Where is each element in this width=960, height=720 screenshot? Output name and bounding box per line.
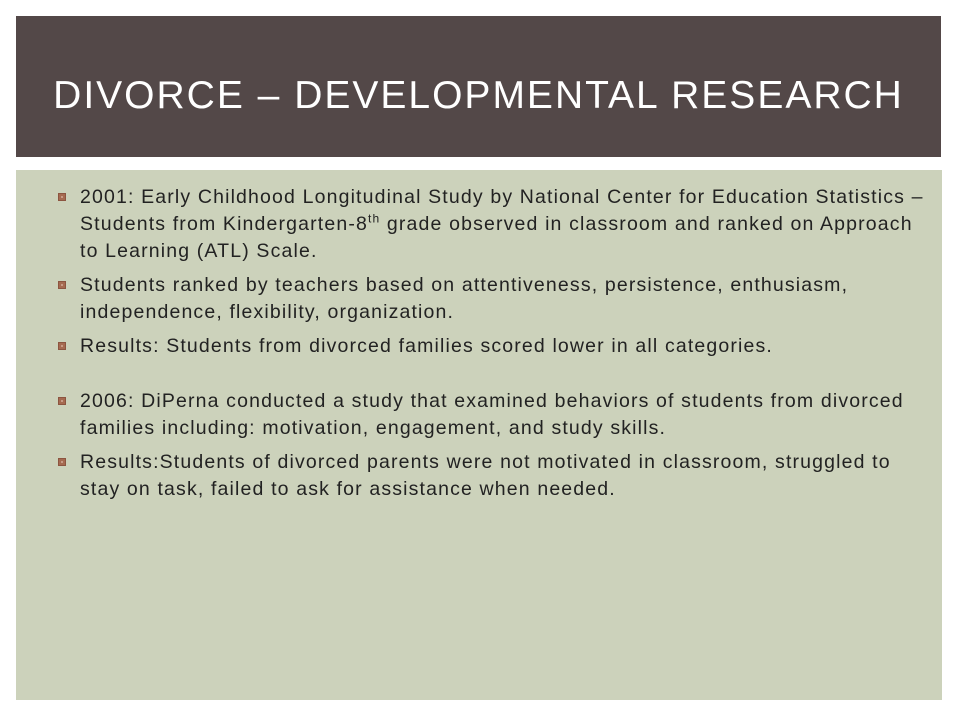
square-bullet-icon [58,281,66,289]
bullet-item [56,272,926,326]
title-bar [16,16,941,157]
bullet-text-pre: 2001: Early Childhood Longitudinal Study by National Center for Education Statistics – Students from Kindergarten-8 [80,186,924,235]
bullet-list [56,184,926,510]
bullet-item [56,184,926,265]
square-bullet-icon [58,458,66,466]
bullet-item [56,388,926,442]
bullet-text-post: grade observed in classroom and ranked on Approach to Learning (ATL) Scale. [80,213,913,262]
bullet-text: Results: Students from divorced families scored lower in all categories. [80,335,773,357]
bullet-text: Results:Students of divorced parents were not motivated in classroom, struggled to stay on task, failed to ask for assistance when needed. [80,451,891,500]
square-bullet-icon [58,193,66,201]
bullet-item [56,449,926,503]
slide-title: DIVORCE – DEVELOPMENTAL RESEARCH [53,73,904,117]
square-bullet-icon [58,342,66,350]
bullet-text: 2006: DiPerna conducted a study that examined behaviors of students from divorced families including: motivation, engagement, and study skills. [80,390,904,439]
bullet-item [56,333,926,360]
square-bullet-icon [58,397,66,405]
bullet-text-sup: th [368,211,381,226]
bullet-text: Students ranked by teachers based on attentiveness, persistence, enthusiasm, independence, flexibility, organization. [80,274,849,323]
content-panel [16,170,942,700]
